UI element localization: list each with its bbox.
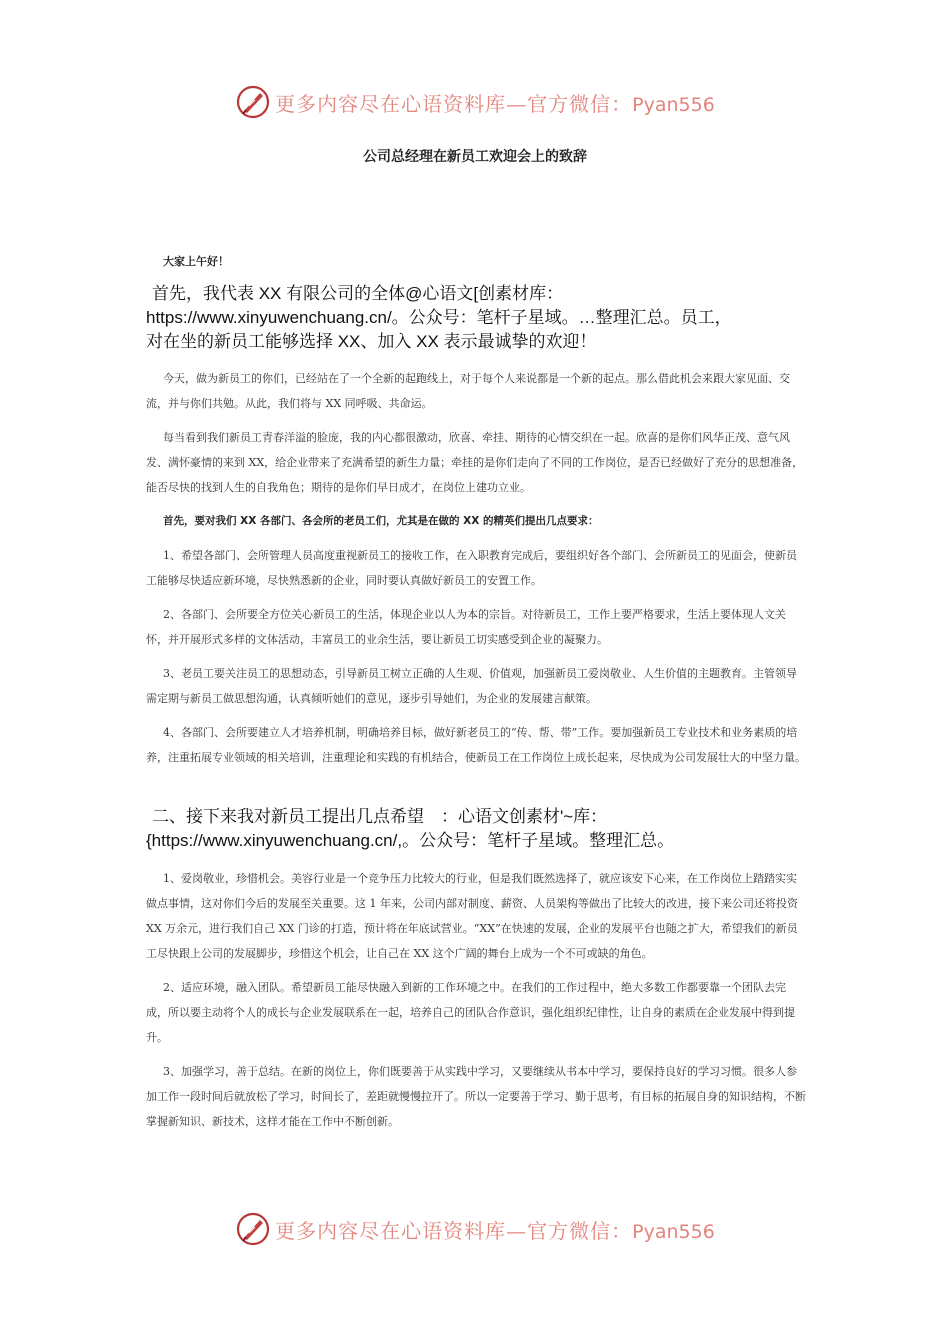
hope-item: 2、适应环境，融入团队。希望新员工能尽快融入到新的工作环境之中。在我们的工作过程中，绝大多数工作都要靠一个团队去完成，所以要主动将个人的成长与企业发展联系在一起，培养自己的团队合作意识，强化组织纪律性，让自身的素质在企业发展中得到提升。 — [146, 981, 795, 1044]
banner-text: 更多内容尽在心语资料库—官方微信：Pyan556 — [275, 91, 715, 116]
quill-logo-icon — [235, 1211, 271, 1247]
banner-text: 更多内容尽在心语资料库—官方微信：Pyan556 — [275, 1218, 715, 1243]
requirement-item: 4、各部门、会所要建立人才培养机制，明确培养目标，做好新老员工的“传、帮、带”工作。要加强新员工专业技术和业务素质的培养，注重拓展专业领域的相关培训，注重理论和实践的有机结合，使新员工在工作岗位上成长起来，尽快成为公司发展壮大的中坚力量。 — [146, 726, 806, 764]
hope-item: 3、加强学习，善于总结。在新的岗位上，你们既要善于从实践中学习，又要继续从书本中学习，要保持良好的学习习惯。很多人参加工作一段时间后就放松了学习，时间长了，差距就慢慢拉开了。所以一定要善于学习、勤于思考，有目标的拓展自身的知识结构，不断掌握新知识、新技术，这样才能在工作中不断创新。 — [146, 1065, 806, 1128]
requirements-heading: 首先，要对我们 XX 各部门、各会所的老员工们，尤其是在做的 XX 的精英们提出几点要求： — [163, 515, 599, 527]
header-watermark-banner — [0, 80, 950, 124]
footer-watermark-banner — [0, 1207, 950, 1251]
greeting: 大家上午好！ — [163, 255, 229, 268]
hope-item: 1、爱岗敬业，珍惜机会。美容行业是一个竞争压力比较大的行业，但是我们既然选择了，就应该安下心来，在工作岗位上踏踏实实做点事情，这对你们今后的发展至关重要。这 1 年来，公司内部对制度、薪资、人员架构等做出了比较大的改进，接下来公司还将投资 XX 万余元，进行我们自己 XX 门诊的打造，预计将在年底试营业。“XX”在快速的发展，企业的发展平台也随之扩大，希望我们的新员工尽快跟上公司的发展脚步，珍惜这个机会，让自己在 XX 这个广阔的舞台上成为一个不可或缺的角色。 — [146, 872, 798, 960]
intro-line: https://www.xinyuwenchuang.cn/。公众号：笔杆子星域。…整理汇总。员工， — [146, 308, 732, 327]
section-2-heading — [146, 805, 806, 853]
body-section-2 — [146, 866, 806, 1134]
intro-line: 对在坐的新员工能够选择 XX、加入 XX 表示最诚挚的欢迎！ — [146, 332, 597, 351]
paragraph: 每当看到我们新员工青春洋溢的脸庞，我的内心都很激动，欣喜、牵挂、期待的心情交织在一起。欣喜的是你们风华正茂、意气风发、满怀豪情的来到 XX，给企业带来了充满希望的新生力量；牵挂的是你们走向了不同的工作岗位，是否已经做好了充分的思想准备，能否尽快的找到人生的自我角色；期待的是你们早日成才，在岗位上建功立业。 — [146, 431, 804, 494]
document-title: 公司总经理在新员工欢迎会上的致辞 — [363, 149, 587, 165]
quill-logo-icon — [235, 84, 271, 120]
intro-large-paragraph — [146, 282, 806, 354]
requirement-item: 2、各部门、会所要全方位关心新员工的生活，体现企业以人为本的宗旨。对待新员工，工作上要严格要求，生活上要体现人文关怀，并开展形式多样的文体活动，丰富员工的业余生活，要让新员工切实感受到企业的凝聚力。 — [146, 608, 786, 646]
section-2-line: 二、接下来我对新员工提出几点希望 ：心语文创素材'~库： — [152, 807, 608, 826]
requirement-item: 1、希望各部门、会所管理人员高度重视新员工的接收工作，在入职教育完成后，要组织好各个部门、会所新员工的见面会，使新员工能够尽快适应新环境，尽快熟悉新的企业，同时要认真做好新员工的安置工作。 — [146, 549, 797, 587]
requirement-item: 3、老员工要关注员工的思想动态，引导新员工树立正确的人生观、价值观，加强新员工爱岗敬业、人生价值的主题教育。主管领导需定期与新员工做思想沟通，认真倾听她们的意见，逐步引导她们，为企业的发展建言献策。 — [146, 667, 797, 705]
section-2-line: {https://www.xinyuwenchuang.cn/,。公众号：笔杆子星域。整理汇总。 — [146, 831, 675, 850]
paragraph: 今天，做为新员工的你们，已经站在了一个全新的起跑线上，对于每个人来说都是一个新的起点。那么借此机会来跟大家见面、交流，并与你们共勉。从此，我们将与 XX 同呼吸、共命运。 — [146, 372, 790, 410]
body-section-1 — [146, 366, 806, 770]
intro-line: 首先，我代表 XX 有限公司的全体@心语文[创素材库： — [152, 284, 564, 303]
